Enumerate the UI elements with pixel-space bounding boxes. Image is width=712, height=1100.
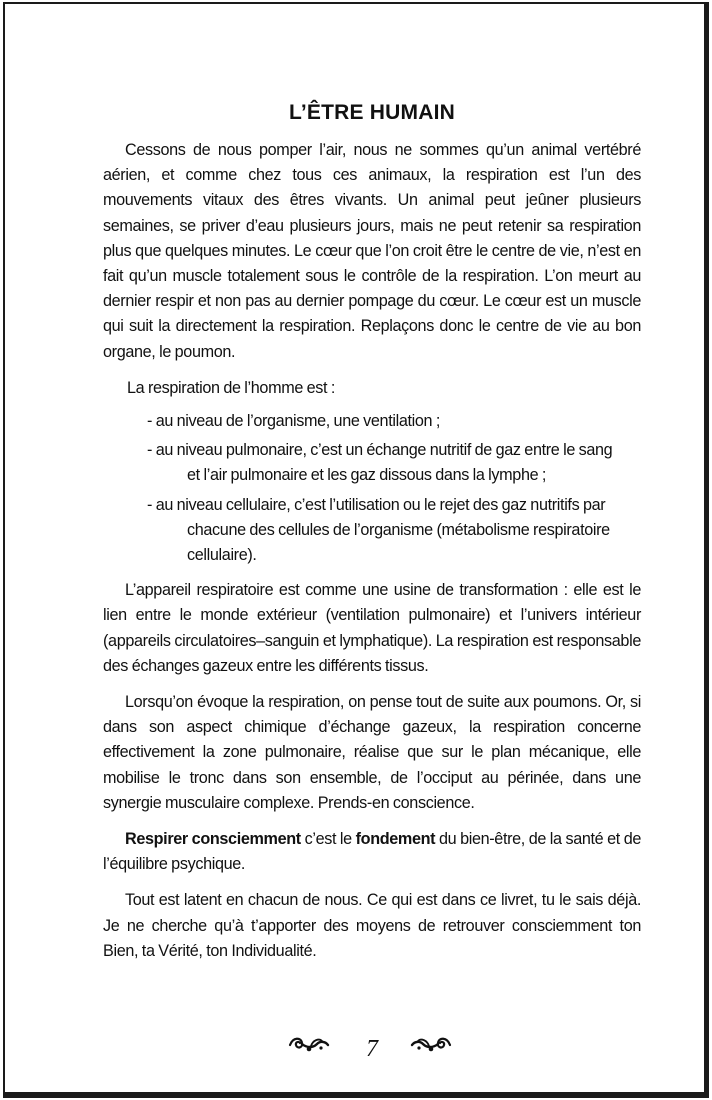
respiration-levels-list [103,409,641,568]
page-content [103,100,641,975]
paragraph-list-intro: La respiration de l’homme est : [127,378,335,397]
list-item: - au niveau pulmonaire, c’est un échange nutritif de gaz entre le sang et l’air pulmonaire et les gaz dissous dans la lymphe ; [147,441,613,485]
paragraph-conscious-breathing [103,827,641,877]
chapter-title: L’ÊTRE HUMAIN [289,101,455,124]
text-run: c’est le [300,830,356,849]
paragraph-apparatus: L’appareil respiratoire est comme une usine de transformation : elle est le lien entre le monde extérieur (ventilation pulmonaire) et l’univers intérieur (appareils circulatoires–sanguin et lymphatique). La respiration est responsable des échanges gazeux entre les différents tissus. [103,581,641,675]
text-run: du bien-être, de la santé et de l’équilibre psychique. [103,830,642,874]
book-page [3,2,709,1098]
bold-phrase: Respirer consciemment [125,830,301,849]
page-footer [5,1028,710,1068]
list-item: - au niveau de l’organisme, une ventilation ; [147,412,440,431]
list-item: - au niveau cellulaire, c’est l’utilisation ou le rejet des gaz nutritifs par chacune des cellules de l’organisme (métabolisme respiratoire cellulaire). [147,495,610,565]
fleuron-left-icon [287,1032,331,1056]
paragraph-closing: Tout est latent en chacun de nous. Ce qui est dans ce livret, tu le sais déjà. Je ne cherche qu’à t’apporter des moyens de retrouver consciemment ton Bien, ta Vérité, ton Individualité. [103,891,641,960]
page-number: 7 [366,1036,378,1062]
paragraph-intro: Cessons de nous pomper l’air, nous ne sommes qu’un animal vertébré aérien, et comme chez tous ces animaux, la respiration est l’un des mouvements vitaux des êtres vivants. Un animal peut jeûner plusieurs semaines, se priver d’eau plusieurs jours, mais ne peut retenir sa respiration plus que quelques minutes. Le cœur que l’on croit être le centre de vie, n’est en fait qu’un muscle totalement sous le contrôle de la respiration. L’on meurt au dernier respir et non pas au dernier pompage du cœur. Le cœur est un muscle qui suit la directement la respiration. Replaçons donc le centre de vie au bon organe, le poumon. [103,141,641,361]
paragraph-lungs: Lorsqu’on évoque la respiration, on pense tout de suite aux poumons. Or, si dans son aspect chimique d’échange gazeux, la respiration concerne effectivement la zone pulmonaire, réalise que sur le plan mécanique, elle mobilise le tronc dans son ensemble, de l’occiput au périnée, dans une synergie musculaire complexe. Prends-en conscience. [103,693,641,812]
fleuron-right-icon [409,1032,453,1056]
bold-phrase: fondement [355,830,436,849]
